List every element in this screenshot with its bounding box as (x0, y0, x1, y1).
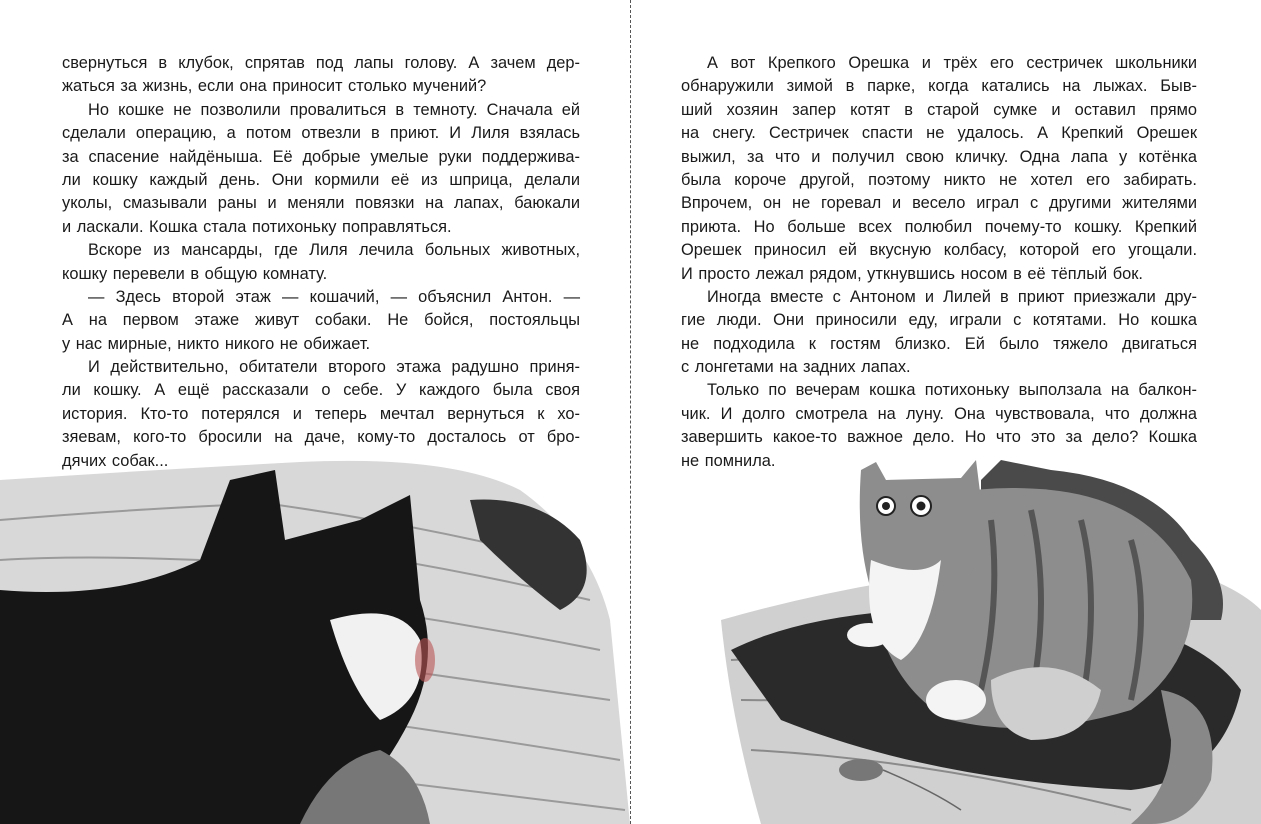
text-line: — Здесь второй этаж — кошачий, — объяснил Антон. — (88, 287, 580, 306)
text-line: приюта. Но больше всех полюбил почему-то кошку. Крепкий (681, 217, 1197, 236)
text-line: Впрочем, он не горевал и весело играл с другими жителями (681, 194, 1197, 213)
paragraph (62, 52, 580, 99)
text-line: не подходила к гостям близко. Ей было тяжело двигаться (681, 334, 1197, 353)
text-line: за спасение найдёныша. Её добрые умелые руки поддержива- (62, 147, 580, 166)
text-line: история. Кто-то потерялся и теперь мечтал вернуться к хо- (62, 404, 580, 423)
text-line: выжил, за что и получил свою кличку. Одна лапа у котёнка (681, 147, 1197, 166)
text-line: чик. И долго смотрела на луну. Она чувствовала, что должна (681, 404, 1197, 423)
left-page (0, 0, 630, 824)
text-line: Но кошке не позволили провалиться в темноту. Сначала ей (88, 100, 580, 119)
paragraph (62, 239, 580, 286)
text-line: ли кошку. А ещё рассказали о себе. У каждого была своя (62, 381, 580, 400)
text-line: у нас мирные, никто никого не обижает. (62, 334, 371, 353)
text-line: кошку перевели в общую комнату. (62, 264, 328, 283)
text-line: Вскоре из мансарды, где Лиля лечила больных животных, (88, 241, 580, 260)
text-line: жаться за жизнь, если она приносит столько мучений? (62, 77, 487, 96)
paragraph (62, 99, 580, 239)
paragraph (681, 52, 1197, 286)
right-page-text (681, 52, 1197, 473)
text-line: на снегу. Сестричек спасти не удалось. А Крепкий Орешек (681, 124, 1197, 143)
text-line: Иногда вместе с Антоном и Лилей в приют приезжали дру- (707, 287, 1197, 306)
text-line: И действительно, обитатели второго этажа радушно приня- (88, 358, 580, 377)
text-line: зяевам, кого-то бросили на даче, кому-то досталось от бро- (62, 428, 580, 447)
text-line: обнаружили зимой в парке, когда катались на лыжах. Быв- (681, 77, 1197, 96)
text-line: с лонгетами на задних лапах. (681, 358, 911, 377)
right-page (631, 0, 1261, 824)
text-line: Орешек приносил ей вкусную колбасу, которой его угощали. (681, 241, 1197, 260)
text-line: А вот Крепкого Орешка и трёх его сестричек школьники (707, 54, 1197, 72)
text-line: свернуться в клубок, спрятав под лапы голову. А зачем дер- (62, 54, 580, 72)
paragraph (681, 379, 1197, 473)
text-line: ли кошку каждый день. Они кормили её из шприца, делали (62, 170, 580, 189)
text-line: А на первом этаже живут собаки. Не бойся, постояльцы (62, 311, 580, 330)
text-line: Только по вечерам кошка потихоньку выползала на балкон- (707, 381, 1197, 400)
text-line: и ласкали. Кошка стала потихоньку поправляться. (62, 217, 452, 236)
left-page-text (62, 52, 580, 473)
text-line: гие люди. Они приносили еду, играли с котятами. Но кошка (681, 311, 1197, 330)
text-line: ший хозяин запер котят в старой сумке и оставил прямо (681, 100, 1197, 119)
text-line: не помнила. (681, 451, 776, 470)
text-line: завершить какое-то важное дело. Но что это за дело? Кошка (681, 428, 1197, 447)
paragraph (681, 286, 1197, 380)
text-line: уколы, смазывали раны и меняли повязки на лапах, баюкали (62, 194, 580, 213)
text-line: была короче другой, поэтому никто не хотел его забирать. (681, 170, 1197, 189)
paragraph (62, 356, 580, 473)
text-line: И просто лежал рядом, уткнувшись носом в её тёплый бок. (681, 264, 1143, 283)
text-line: сделали операцию, а потом отвезли в приют. И Лиля взялась (62, 124, 580, 143)
text-line: дячих собак... (62, 451, 169, 470)
paragraph (62, 286, 580, 356)
